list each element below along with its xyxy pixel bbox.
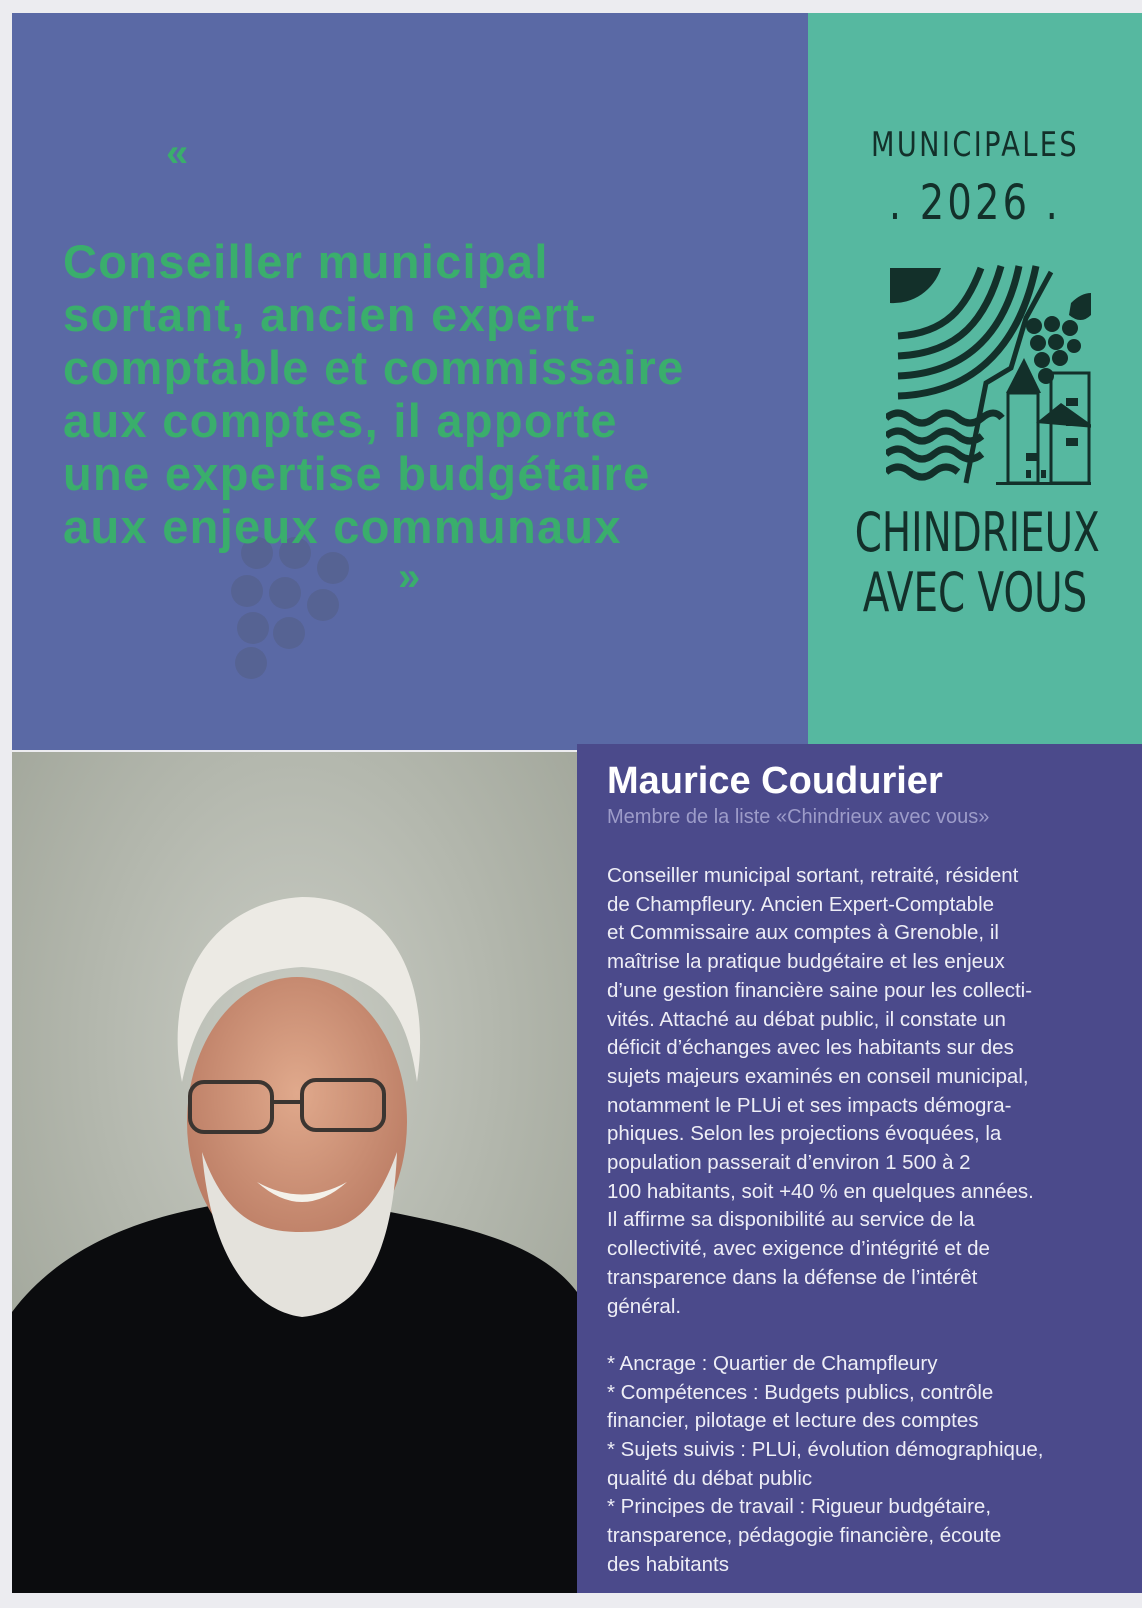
quote-panel [12,13,808,750]
logo-line-1: CHINDRIEUX [854,501,1100,564]
candidate-name: Maurice Coudurier [607,760,943,802]
quote-line: comptable et commissaire [63,341,685,394]
portrait-photo [12,752,577,1593]
bullet-line: financier, pilotage et lecture des comptes [607,1409,979,1433]
bio-line: transparence dans la défense de l’intérêt [607,1265,978,1289]
logo-title: MUNICIPALES [870,125,1080,165]
bio-line: général. [607,1294,682,1318]
bio-line: population passerait d’environ 1 500 à 2 [607,1151,971,1174]
bio-line: déficit d’échanges avec les habitants sur des [607,1036,1014,1060]
vineyard-village-illustration-icon [886,258,1091,488]
bio-line: maîtrise la pratique budgétaire et les enjeux [607,950,1005,974]
quote-line: aux comptes, il apporte [63,394,618,447]
bio-line: sujets majeurs examinés en conseil municipal, [607,1064,1029,1088]
bio-line: collectivité, avec exigence d’intégrité et de [607,1237,990,1261]
bio-line: et Commissaire aux comptes à Grenoble, il [607,921,999,945]
bio-line: phiques. Selon les projections évoquées, la [607,1122,1002,1146]
quote-line: Conseiller municipal [63,235,549,288]
bullet-line: transparence, pédagogie financière, écoute [607,1524,1002,1548]
quote-line: une expertise budgétaire [63,447,651,500]
bullet-line: * Compétences : Budgets publics, contrôle [607,1380,994,1404]
close-quote-mark: » [398,555,421,599]
bio-line: Il affirme sa disponibilité au service de la [607,1208,975,1232]
logo-line-2: AVEC VOUS [862,561,1088,624]
open-quote-mark: « [166,131,189,175]
quote-line: sortant, ancien expert- [63,288,597,341]
bullet-line: des habitants [607,1552,729,1576]
portrait-illustration-icon [12,752,577,1593]
logo-year: . 2026 . [888,175,1062,231]
bio-line: notamment le PLUi et ses impacts démogra- [607,1093,1012,1117]
bio-line: vités. Attaché au débat public, il constate un [607,1007,1006,1031]
bullet-line: qualité du débat public [607,1466,813,1490]
bio-line: 100 habitants, soit +40 % en quelques années. [607,1179,1034,1203]
bullet-line: * Principes de travail : Rigueur budgétaire, [607,1495,992,1519]
campaign-logo [808,13,1142,744]
bullet-line: * Ancrage : Quartier de Champfleury [607,1351,938,1375]
bio-line: Conseiller municipal sortant, retraité, résident [607,864,1019,887]
quote-line: aux enjeux communaux [63,500,622,553]
bio-line: de Champfleury. Ancien Expert-Comptable [607,892,995,916]
bullet-line: * Sujets suivis : PLUi, évolution démographique, [607,1438,1044,1461]
candidate-subtitle: Membre de la liste «Chindrieux avec vous» [607,806,990,828]
bio-line: d’une gestion financière saine pour les collecti- [607,978,1033,1002]
